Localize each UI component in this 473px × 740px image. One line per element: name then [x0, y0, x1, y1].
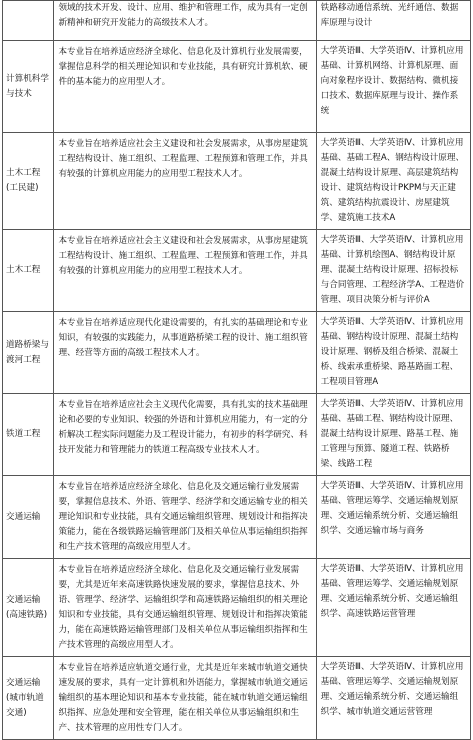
core-courses-cell: 铁路移动通信系统、光纤通信、数据库原理与设计 — [316, 1, 470, 41]
core-courses-cell: 大学英语Ⅲ、大学英语Ⅳ、计算机应用基础、基础工程A、钢结构设计原理、混凝土结构设计原理、高层建筑结构设计、建筑结构设计PKPM与天正建筑、建筑结构抗震设计、房屋建筑学、建筑施工技术A — [316, 133, 470, 230]
table-row — [3, 1, 471, 41]
core-courses-cell: 大学英语Ⅲ、大学英语Ⅳ、计算机应用基础、基础工程、钢结构设计原理、混凝土结构设计原理、路基工程、施工管理与预算、隧道工程、铁路桥梁、线路工程 — [316, 394, 470, 476]
core-courses-cell: 大学英语Ⅲ、大学英语Ⅳ、计算机应用基础、管理运筹学、交通运输规划原理、交通运输系统分析、交通运输组织学、城市轨道交通运营管理 — [316, 657, 470, 740]
table-row — [3, 476, 471, 559]
major-name-cell: 土木工程(工民建) — [3, 133, 54, 230]
table-row — [3, 312, 471, 394]
major-name-cell: 计算机科学与技术 — [3, 41, 54, 133]
core-courses-cell: 大学英语Ⅲ、大学英语Ⅳ、计算机应用基础、计算机网络、计算机原理、面向对象程序设计、数据结构、微机接口技术、数据库原理与设计、操作系统 — [316, 41, 470, 133]
major-description-cell: 本专业旨在培养适应经济全球化、信息化及交通运输行业发展需要，掌握信息技术、外语、管理学、经济学和交通运输专业的相关理论知识和专业技能，具有交通运输组织管理、规划设计和指挥决策能力，能在各级铁路运输管理部门及相关单位从事运输组织指挥和生产技术管理的高级应用型人才。 — [54, 476, 316, 559]
major-description-cell: 本专业旨在培养适应社会主义现代化需要，具有扎实的技术基础理论和必要的专业知识、较强的外语和计算机应用能力，有一定的分析解决工程实际问题能力及工程设计能力，有初步的科学研究、科技开发能力和管理能力的铁道工程高级专业技术人才。 — [54, 394, 316, 476]
table-row — [3, 41, 471, 133]
table-row — [3, 394, 471, 476]
major-description-cell: 领域的技术开发、设计、应用、维护和管理工作，成为具有一定创新精神和研究开发能力的高级技术人才。 — [54, 1, 316, 41]
major-name-cell: 交通运输(城市轨道交通) — [3, 657, 54, 740]
major-name-cell: 交通运输(高速铁路) — [3, 559, 54, 657]
major-description-cell: 本专业旨在培养适应轨道交通行业，尤其是近年来城市轨道交通快速发展的要求，具有一定计算机和外语能力，掌握城市轨道交通运输组织的基本理论知识和基本专业技能，能在城市轨道交通运输组织指挥、应急处理和安全管理，能在相关单位从事运输组织和生产、技术管理的应用性专门人才。 — [54, 657, 316, 740]
major-name-cell: 土木工程 — [3, 230, 54, 312]
core-courses-cell: 大学英语Ⅲ、大学英语Ⅳ、计算机应用基础、管理运筹学、交通运输规划原理、交通运输系统分析、交通运输组织学、交通运输市场与商务 — [316, 476, 470, 559]
major-name-cell: 铁道工程 — [3, 394, 54, 476]
major-description-cell: 本专业旨在培养适应社会主义建设和社会发展需求，从事房屋建筑工程结构设计、施工组织、工程监理、工程预算和管理工作，并具有较强的计算机应用能力的应用型工程技术人才。 — [54, 230, 316, 312]
table-row — [3, 657, 471, 740]
major-name-cell — [3, 1, 54, 41]
major-description-cell: 本专业旨在培养适应经济全球化、信息化及计算机行业发展需要，掌握信息科学的相关理论知识和专业技能，具有研究计算机软、硬件的基本能力的应用型人才。 — [54, 41, 316, 133]
core-courses-cell: 大学英语Ⅲ、大学英语Ⅳ、计算机应用基础、管理运筹学、交通运输规划原理、交通运输系统分析、交通运输组织学、高速铁路运营管理 — [316, 559, 470, 657]
core-courses-cell: 大学英语Ⅲ、大学英语Ⅳ、计算机应用基础、钢结构设计原理、混凝土结构设计原理、钢桥及组合桥梁、混凝土桥、线索承重桥梁、路基路面工程、工程项目管理A — [316, 312, 470, 394]
major-course-table — [2, 0, 471, 740]
major-description-cell: 本专业旨在培养适应经济全球化、信息化及交通运输行业发展需要，尤其是近年来高速铁路快速发展的要求，掌握信息技术、外语、管理学、经济学、运输组织学和高速铁路运输组织的相关理论知识和专业技能，具有交通运输组织管理、规划设计和指挥决策能力，能在高速铁路运输管理部门及相关单位从事运输组织指挥和生产技术管理的高级应用型人才。 — [54, 559, 316, 657]
table-row — [3, 559, 471, 657]
major-name-cell: 交通运输 — [3, 476, 54, 559]
table-row — [3, 230, 471, 312]
major-description-cell: 本专业旨在培养适应社会主义建设和社会发展需求，从事房屋建筑工程结构设计、施工组织、工程监理、工程预算和管理工作，并具有较强的计算机应用能力的应用型工程技术人才。 — [54, 133, 316, 230]
core-courses-cell: 大学英语Ⅲ、大学英语Ⅳ、计算机应用基础、计算机绘图A、钢结构设计原理、混凝土结构设计原理、招标投标与合同管理、工程经济学A、工程造价管理、项目决策分析与评价A — [316, 230, 470, 312]
major-description-cell: 本专业旨在培养适应现代化建设需要的，有扎实的基础理论和专业知识，有较强的实践能力，从事道路桥梁工程的设计、施工组织管理、经营等方面的高级工程技术人才。 — [54, 312, 316, 394]
major-name-cell: 道路桥梁与渡河工程 — [3, 312, 54, 394]
table-row — [3, 133, 471, 230]
